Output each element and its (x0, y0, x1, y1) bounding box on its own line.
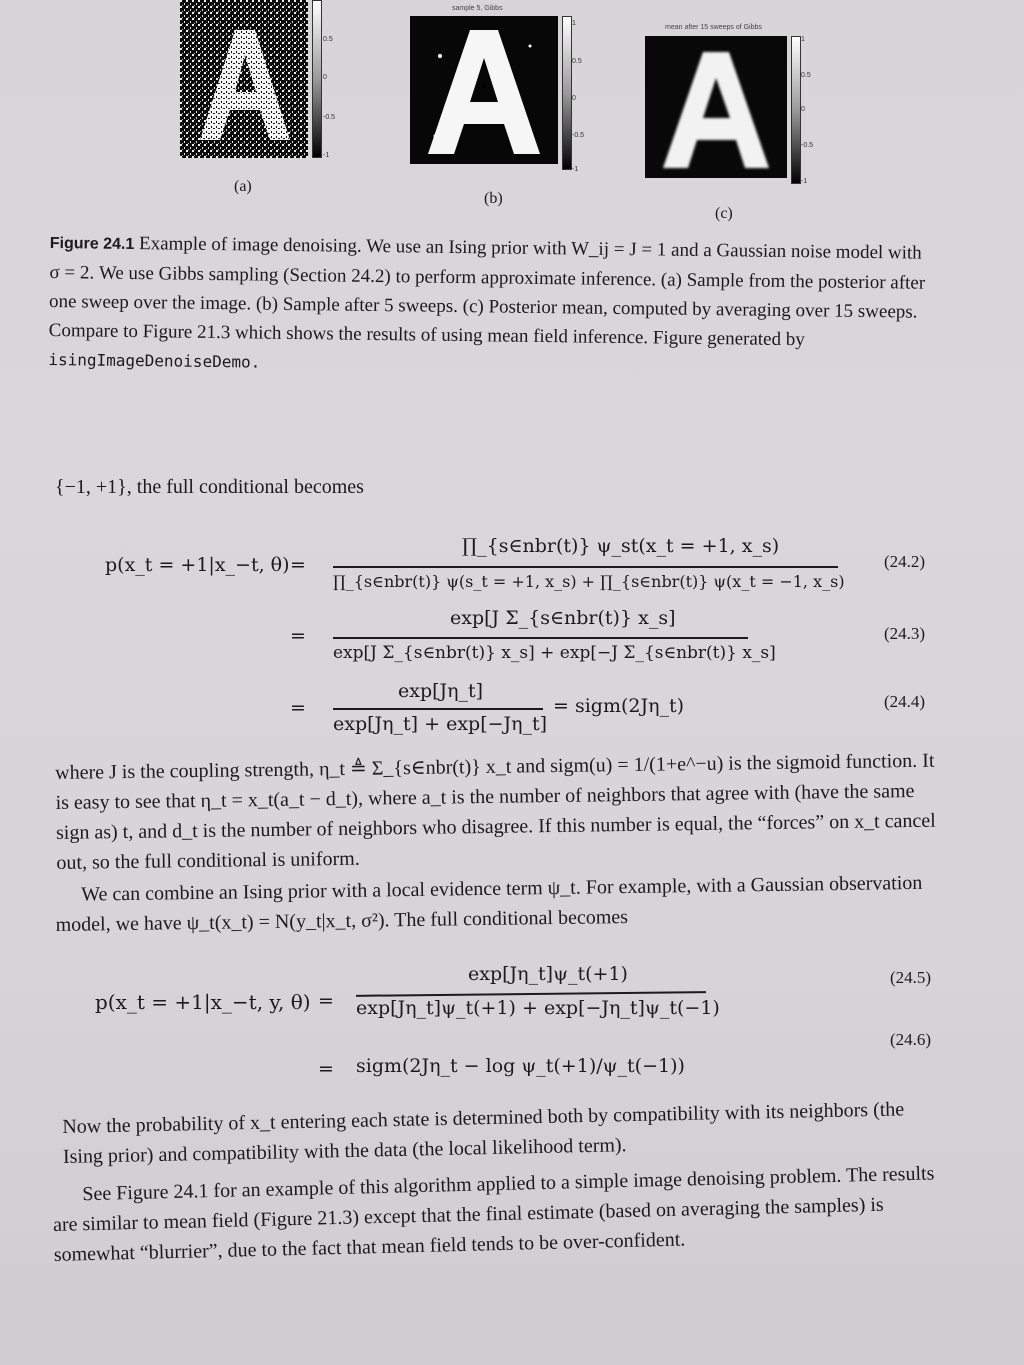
caption-code: isingImageDenoiseDemo. (48, 349, 261, 372)
paragraph-evidence: We can combine an Ising prior with a local evidence term ψ_t. For example, with a Gaussian observation model, we have ψ_t(x_t) = N(y_t|x_t, σ²). The full conditional becomes (55, 871, 923, 936)
equals-sign: = (318, 990, 334, 1012)
tick-label: 0 (801, 106, 805, 113)
tick-label: -1 (572, 166, 579, 173)
tick-label: 0.5 (572, 58, 582, 65)
colorbar-a (312, 0, 322, 158)
fraction-bar (333, 637, 748, 639)
eq-24-4-numerator: exp[Jη_t] (398, 680, 484, 702)
eq-24-6: sigm(2Jη_t − log ψ_t(+1)/ψ_t(−1)) (356, 1055, 685, 1077)
posterior-mean-image (645, 36, 787, 178)
eq-24-5-numerator: exp[Jη_t]ψ_t(+1) (468, 963, 628, 985)
letter-a-mean-graphic (645, 36, 787, 178)
tick-label: 0.5 (323, 36, 333, 43)
caption-text: Example of image denoising. We use an Ising prior with W_ij = J = 1 and a Gaussian noise model with σ = 2. We use Gibbs sampling (Section 24.2) to perform approximate inference. (a) Sample from the posterior after one sweep over the image. (b) Sample after 5 sweeps. (c) Posterior mean, computed by averaging over 15 sweeps. Compare to Figure 21.3 which shows the results of using mean field inference. Figure generated by (48, 233, 926, 351)
colorbar-c (791, 36, 801, 184)
eq-24-3-denominator: exp[J Σ_{s∈nbr(t)} x_s] + exp[−J Σ_{s∈nbr(t)} x_s] (333, 643, 776, 663)
paragraph-probability: Now the probability of x_t entering each state is determined both by compatibility with its neighbors (the Ising prior) and compatibility with the data (the local likelihood term). (62, 1098, 905, 1168)
tick-label: 0 (572, 95, 576, 102)
eq-lhs: p(x_t = +1|x_−t, θ) (105, 554, 290, 576)
eq-24-4-rhs: = sigm(2Jη_t) (553, 695, 685, 717)
panel-label: (b) (484, 190, 503, 207)
eq-24-4-denominator: exp[Jη_t] + exp[−Jη_t] (333, 713, 548, 735)
tick-label: 1 (572, 20, 576, 27)
figure-caption (48, 228, 930, 385)
paragraph-coupling: where J is the coupling strength, η_t ≜ Σ_{s∈nbr(t)} x_t and sigm(u) = 1/(1+e^−u) is the sigmoid function. It is easy to see that η_t = x_t(a_t − d_t), where a_t is the number of neighbors that agree with (have the same sign as) t, and d_t is the number of neighbors who disagree. If this number is equal, the “forces” on x_t cancel out, so the full conditional is uniform. (55, 749, 936, 874)
equation-number: (24.2) (884, 552, 926, 571)
tick-label: 0 (323, 74, 327, 81)
paragraph-see-figure: See Figure 24.1 for an example of this algorithm applied to a simple image denoising problem. The results are similar to mean field (Figure 21.3) except that the final estimate (based on averaging the samples) is somewhat “blurrier”, due to the fact that mean field tends to be over-confident. (52, 1162, 935, 1266)
equals-sign: = (290, 625, 306, 647)
equation-number: (24.3) (884, 624, 926, 643)
equation-number: (24.6) (890, 1030, 932, 1049)
tick-label: 0.5 (801, 72, 811, 79)
eq-24-2-numerator: ∏_{s∈nbr(t)} ψ_st(x_t = +1, x_s) (462, 535, 780, 557)
tick-label: -0.5 (323, 114, 336, 121)
tick-label: -1 (801, 178, 808, 185)
eq-24-3-numerator: exp[J Σ_{s∈nbr(t)} x_s] (450, 607, 676, 629)
tick-label: -1 (323, 152, 330, 159)
equals-sign: = (290, 697, 306, 719)
noisy-sample-image (180, 0, 308, 158)
gibbs-sample-image (410, 16, 558, 164)
eq-24-5-denominator: exp[Jη_t]ψ_t(+1) + exp[−Jη_t]ψ_t(−1) (356, 997, 720, 1019)
fraction-bar (333, 708, 543, 710)
equals-sign: = (318, 1058, 334, 1080)
panel-label: (a) (234, 178, 252, 195)
colorbar-b (562, 16, 572, 170)
panel-title: mean after 15 sweeps of Gibbs (665, 24, 762, 31)
eq-lhs: p(x_t = +1|x_−t, y, θ) (95, 990, 311, 1014)
tick-label: 1 (801, 36, 805, 43)
caption-label: Figure 24.1 (49, 234, 135, 254)
intro-text: {−1, +1}, the full conditional becomes (55, 476, 364, 498)
tick-label: -0.5 (572, 132, 585, 139)
panel-title: sample 5, Gibbs (452, 5, 503, 12)
equation-number: (24.4) (884, 692, 926, 711)
equals-sign: = (290, 554, 306, 576)
tick-label: -0.5 (801, 142, 814, 149)
fraction-bar (333, 566, 838, 568)
panel-label: (c) (715, 205, 733, 222)
letter-a-noisy-graphic (180, 0, 308, 158)
eq-24-2-denominator: ∏_{s∈nbr(t)} ψ(s_t = +1, x_s) + ∏_{s∈nbr(t)} ψ(x_t = −1, x_s) (333, 572, 845, 591)
fraction-bar (356, 991, 706, 996)
letter-a-sample-graphic (410, 16, 558, 164)
equation-number: (24.5) (890, 968, 932, 987)
